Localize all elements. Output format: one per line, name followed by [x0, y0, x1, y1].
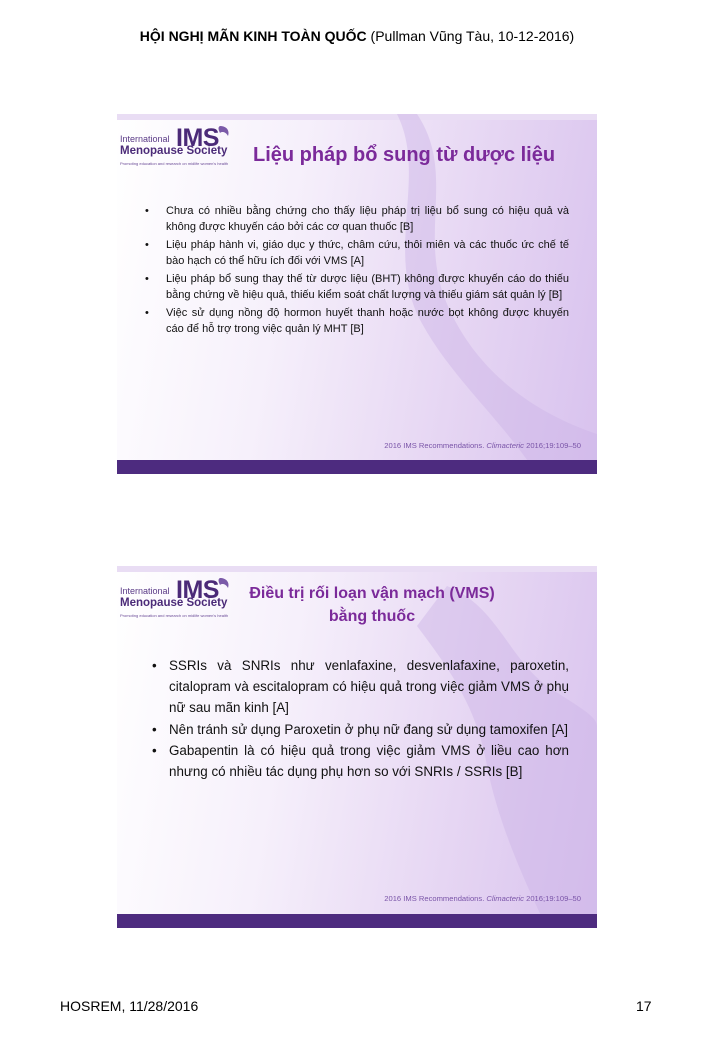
slide-2: [117, 566, 597, 928]
logo-society: Menopause Society: [120, 597, 228, 609]
slide-bottom-bar: [117, 460, 597, 474]
slide-bottom-bar: [117, 914, 597, 928]
slide-1: [117, 114, 597, 474]
slide-top-line: [117, 114, 597, 120]
page-header: [0, 28, 714, 44]
citation-ref: 2016;19:109–50: [523, 441, 581, 450]
list-item: • Liệu pháp hành vi, giáo dục y thức, châm cứu, thôi miên và các thuốc ức chế tế bào hạch có thể hữu ích đối với VMS [A]: [166, 238, 569, 269]
logo-society: Menopause Society: [120, 145, 228, 157]
logo-international: International: [120, 134, 170, 144]
conference-name: HỘI NGHỊ MÃN KINH TOÀN QUỐC: [139, 28, 367, 44]
list-item: • Liệu pháp bổ sung thay thế từ dược liệu (BHT) không được khuyến cáo do thiếu bằng chứng về hiệu quả, thiếu kiểm soát chất lượng và thiếu giám sát quản lý [B]: [166, 272, 569, 303]
bullet-list: [169, 655, 569, 783]
citation-text: 2016 IMS Recommendations.: [384, 441, 487, 450]
footer-source: HOSREM, 11/28/2016: [60, 998, 199, 1014]
logo-tagline: Promoting education and research on midlife women's health: [120, 161, 229, 166]
citation-journal: Climacteric: [486, 894, 524, 903]
logo-figure-icon: [206, 124, 232, 154]
conference-venue: (Pullman Vũng Tàu, 10-12-2016): [366, 28, 575, 44]
ims-logo: [120, 124, 232, 172]
slide-title: Liệu pháp bổ sung từ dược liệu: [253, 144, 556, 166]
citation-text: 2016 IMS Recommendations.: [384, 894, 487, 903]
list-item: • Nên tránh sử dụng Paroxetin ở phụ nữ đang sử dụng tamoxifen [A]: [169, 719, 569, 740]
list-item: • Việc sử dụng nồng độ hormon huyết thanh hoặc nước bọt không được khuyến cáo để hỗ trợ trong việc quản lý MHT [B]: [166, 306, 569, 337]
page-number: 17: [636, 998, 652, 1014]
list-item: • Chưa có nhiều bằng chứng cho thấy liệu pháp trị liệu bổ sung có hiệu quả và không được khuyến cáo bởi các cơ quan thuốc [B]: [166, 204, 569, 235]
logo-ims: IMS: [176, 576, 219, 604]
logo-figure-icon: [206, 576, 232, 606]
list-item: • Gabapentin là có hiệu quả trong việc giảm VMS ở liều cao hơn nhưng có nhiều tác dụng phụ hơn so với SNRIs / SSRIs [B]: [169, 740, 569, 782]
slide-top-line: [117, 566, 597, 572]
citation-journal: Climacteric: [486, 441, 524, 450]
logo-ims: IMS: [176, 124, 219, 152]
logo-international: International: [120, 586, 170, 596]
list-item: • SSRIs và SNRIs như venlafaxine, desvenlafaxine, paroxetin, citalopram và escitalopram có hiệu quả trong việc giảm VMS ở phụ nữ sau mãn kinh [A]: [169, 655, 569, 718]
bullet-list: [166, 204, 569, 340]
ims-logo: [120, 576, 232, 624]
logo-tagline: Promoting education and research on midlife women's health: [120, 613, 229, 618]
citation: [384, 441, 581, 450]
citation: [384, 894, 581, 903]
citation-ref: 2016;19:109–50: [523, 894, 581, 903]
slide-title: Điều trị rối loạn vận mạch (VMS) bằng thuốc: [249, 585, 495, 625]
